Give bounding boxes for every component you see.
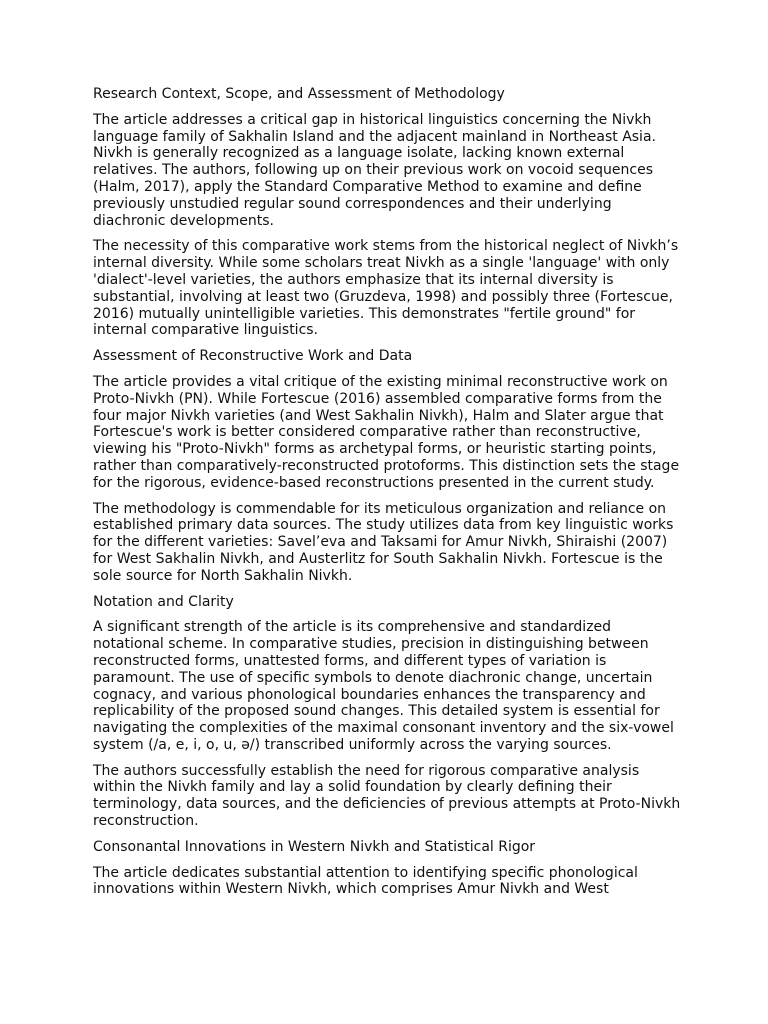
section-heading: Assessment of Reconstructive Work and Data — [93, 348, 413, 365]
section-heading: Notation and Clarity — [93, 593, 234, 610]
paragraph: The article provides a vital critique of the existing minimal reconstructive work on Proto-Nivkh (PN). While Fortescue (2016) assembled comparative forms from the four major Nivkh varieties (and West Sakhalin Nivkh), Halm and Slater argue that Fortescue's work is better considered comparative rather than reconstructive, viewing his "Proto-Nivkh" forms as archetypal forms, or heuristic starting points, rather than comparatively-reconstructed protoforms. This distinction sets the stage for the rigorous, evidence-based reconstructions presented in the current study. — [93, 373, 680, 491]
paragraph: The necessity of this comparative work stems from the historical neglect of Nivkh’s internal diversity. While some scholars treat Nivkh as a single 'language' with only 'dialect'-level varieties, the authors emphasize that its internal diversity is substantial, involving at least two (Gruzdeva, 1998) and possibly three (Fortescue, 2016) mutually unintelligible varieties. This demonstrates "fertile ground" for internal comparative linguistics. — [93, 238, 679, 339]
document-page — [93, 86, 683, 907]
paragraph: The methodology is commendable for its meticulous organization and reliance on established primary data sources. The study utilizes data from key linguistic works for the different varieties: Savel’eva and Taksami for Amur Nivkh, Shiraishi (2007) for West Sakhalin Nivkh, and Austerlitz for South Sakhalin Nivkh. Fortescue is the sole source for North Sakhalin Nivkh. — [93, 500, 674, 584]
paragraph: The authors successfully establish the need for rigorous comparative analysis within the Nivkh family and lay a solid foundation by clearly defining their terminology, data sources, and the deficiencies of previous attempts at Proto-Nivkh reconstruction. — [93, 762, 681, 830]
section-heading: Research Context, Scope, and Assessment of Methodology — [93, 86, 505, 102]
paragraph: A significant strength of the article is its comprehensive and standardized notational scheme. In comparative studies, precision in distinguishing between reconstructed forms, unattested forms, and different types of variation is paramount. The use of specific symbols to denote diachronic change, uncertain cognacy, and various phonological boundaries enhances the transparency and replicability of the proposed sound changes. This detailed system is essential for navigating the complexities of the maximal consonant inventory and the six-vowel system (/a, e, i, o, u, ə/) transcribed uniformly across the varying sources. — [93, 619, 674, 753]
paragraph: The article dedicates substantial attention to identifying specific phonological innovations within Western Nivkh, which comprises Amur Nivkh and West — [93, 864, 638, 898]
section-heading: Consonantal Innovations in Western Nivkh and Statistical Rigor — [93, 838, 536, 855]
paragraph: The article addresses a critical gap in historical linguistics concerning the Nivkh language family of Sakhalin Island and the adjacent mainland in Northeast Asia. Nivkh is generally recognized as a language isolate, lacking known external relatives. The authors, following up on their previous work on vocoid sequences (Halm, 2017), apply the Standard Comparative Method to examine and define previously unstudied regular sound correspondences and their underlying diachronic developments. — [93, 111, 656, 229]
